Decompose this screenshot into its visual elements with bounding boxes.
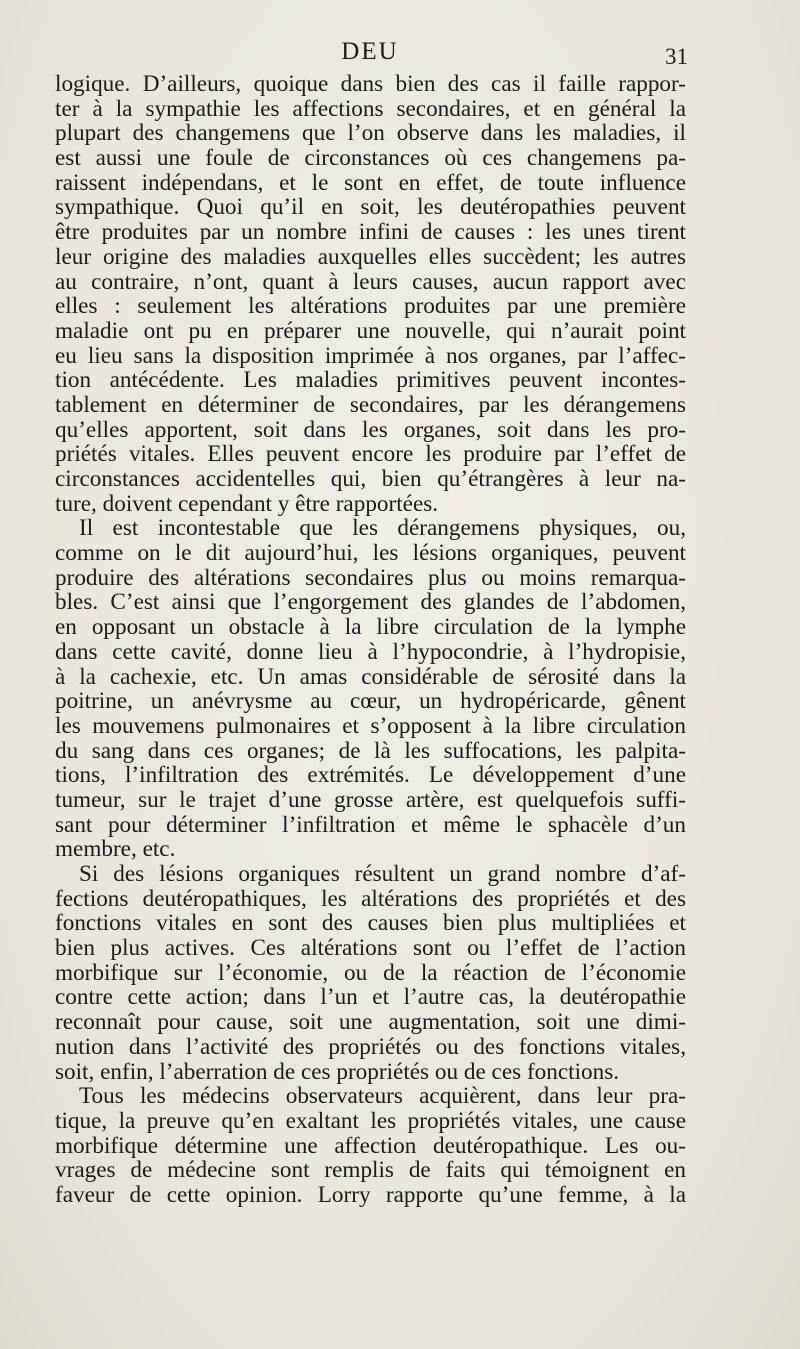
text-line: raissent indépendans, et le sont en effet, de toute influence [55, 169, 686, 196]
text-line: elles : seulement les altérations produites par une première [55, 293, 686, 320]
text-line: morbifique sur l’économie, ou de la réaction de l’économie [55, 959, 686, 986]
text-line: Il est incontestable que les dérangemens physiques, ou, [79, 515, 686, 542]
text-line: fonctions vitales en sont des causes bien plus multipliées et [55, 910, 686, 937]
text-line: morbifique détermine une affection deutéropathique. Les ou- [55, 1132, 686, 1159]
running-head [55, 38, 688, 72]
text-line: priétés vitales. Elles peuvent encore les produire par l’effet de [55, 441, 686, 468]
text-line: ture, doivent cependant y être rapportées. [55, 490, 439, 517]
paragraph [55, 516, 686, 862]
text-line: leur origine des maladies auxquelles elles succèdent; les autres [55, 243, 686, 270]
text-line: fections deutéropathiques, les altérations des propriétés et des [55, 885, 686, 912]
text-line: qu’elles apportent, soit dans les organes, soit dans les pro- [55, 416, 686, 443]
text-line: produire des altérations secondaires plus ou moins remarqua- [55, 564, 686, 591]
text-line: sant pour déterminer l’infiltration et même le sphacèle d’un [55, 811, 686, 838]
text-line: plupart des changemens que l’on observe dans les maladies, il [55, 120, 686, 147]
text-line: nution dans l’activité des propriétés ou des fonctions vitales, [55, 1033, 686, 1060]
text-line: circonstances accidentelles qui, bien qu’étrangères à leur na- [55, 466, 686, 492]
text-line: tablement en déterminer de secondaires, par les dérangemens [55, 391, 686, 418]
text-line: logique. D’ailleurs, quoique dans bien des cas il faille rappor- [55, 71, 686, 97]
text-line: Si des lésions organiques résultent un grand nombre d’af- [79, 861, 686, 887]
text-line: du sang dans ces organes; de là les suffocations, les palpita- [55, 737, 686, 764]
body-text [55, 72, 686, 1208]
text-line: est aussi une foule de circonstances où ces changemens pa- [55, 145, 686, 172]
text-line: ter à la sympathie les affections secondaires, et en général la [55, 95, 686, 122]
text-line: eu lieu sans la disposition imprimée à nos organes, par l’affec- [55, 342, 686, 369]
text-line: vrages de médecine sont remplis de faits qui témoignent en [55, 1157, 686, 1184]
text-line: comme on le dit aujourd’hui, les lésions organiques, peuvent [55, 540, 686, 567]
text-line: tumeur, sur le trajet d’une grosse artère, est quelquefois suffi- [55, 786, 686, 813]
text-line: sympathique. Quoi qu’il en soit, les deutéropathies peuvent [55, 194, 686, 221]
paragraph [55, 862, 686, 1084]
running-title: DEU [341, 38, 399, 65]
text-line: en opposant un obstacle à la libre circulation de la lymphe [55, 614, 686, 641]
text-line: au contraire, n’ont, quant à leurs causes, aucun rapport avec [55, 268, 686, 295]
text-line: tique, la preuve qu’en exaltant les propriétés vitales, une cause [55, 1107, 686, 1134]
text-line: Tous les médecins observateurs acquièrent, dans leur pra- [79, 1083, 686, 1110]
text-line: contre cette action; dans l’un et l’autre cas, la deutéropathie [55, 984, 686, 1011]
text-line: maladie ont pu en préparer une nouvelle, qui n’aurait point [55, 317, 686, 344]
text-line: poitrine, un anévrysme au cœur, un hydropéricarde, gênent [55, 688, 686, 715]
paragraph [55, 72, 686, 516]
text-line: reconnaît pour cause, soit une augmentation, soit une dimi- [55, 1009, 686, 1036]
text-line: être produites par un nombre infini de causes : les unes tirent [55, 219, 686, 246]
text-line: tions, l’infiltration des extrémités. Le développement d’une [55, 762, 686, 789]
text-line: dans cette cavité, donne lieu à l’hypocondrie, à l’hydropisie, [55, 638, 686, 665]
text-line: les mouvemens pulmonaires et s’opposent à la libre circulation [55, 712, 686, 739]
text-line: bles. C’est ainsi que l’engorgement des glandes de l’abdomen, [55, 589, 686, 616]
text-line: à la cachexie, etc. Un amas considérable de sérosité dans la [55, 663, 686, 690]
text-line: faveur de cette opinion. Lorry rapporte qu’une femme, à la [55, 1181, 686, 1208]
text-line: bien plus actives. Ces altérations sont ou l’effet de l’action [55, 935, 686, 962]
paragraph [55, 1084, 686, 1207]
text-line: membre, etc. [55, 836, 176, 863]
page-number: 31 [665, 44, 688, 69]
text-line: tion antécédente. Les maladies primitives peuvent incontes- [55, 367, 686, 394]
text-line: soit, enfin, l’aberration de ces propriétés ou de ces fonctions. [55, 1058, 620, 1085]
